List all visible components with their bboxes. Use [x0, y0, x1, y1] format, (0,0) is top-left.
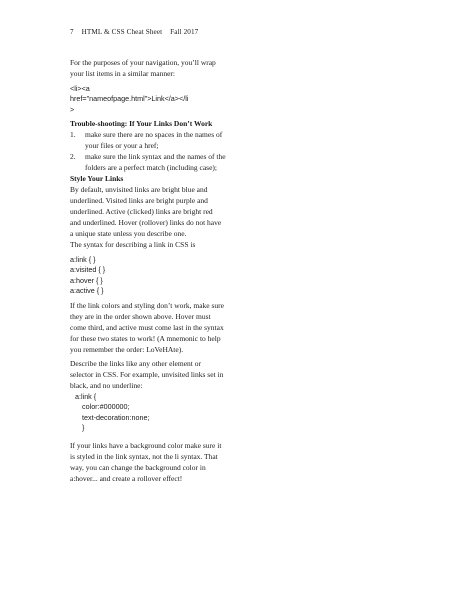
paragraph-line: way, you can change the background color in	[70, 463, 206, 472]
order-note	[70, 300, 370, 355]
list-item-code	[70, 84, 370, 115]
document-title: HTML & CSS Cheat Sheet	[81, 28, 163, 36]
paragraph-line: is styled in the link syntax, not the li syntax. That	[70, 452, 218, 461]
list-item	[70, 151, 370, 173]
paragraph-line: Describe the links like any other element or	[70, 359, 201, 368]
list-number: 2.	[70, 152, 76, 161]
paragraph-line: they are in the order shown above. Hover must	[70, 312, 211, 321]
intro-line: For the purposes of your navigation, you’ll wrap	[70, 58, 216, 67]
paragraph-line: come third, and active must come last in the syntax	[70, 323, 224, 332]
paragraph-line: If your links have a background color make sure it	[70, 441, 222, 450]
section-heading: Style Your Links	[70, 174, 124, 183]
selector-list	[70, 255, 370, 297]
page-header	[70, 28, 204, 36]
selector-line: a:link { }	[70, 255, 96, 264]
paragraph-line: By default, unvisited links are bright blue and	[70, 185, 208, 194]
page-number: 7	[70, 28, 74, 36]
list-text: make sure the link syntax and the names of the	[85, 152, 226, 161]
paragraph-line: you remember the order: LoVeHAte).	[70, 345, 184, 354]
paragraph-line: and underlined. Hover (rollover) links do not have	[70, 218, 222, 227]
list-text: your files or your a href;	[85, 141, 159, 150]
troubleshooting-list	[70, 129, 370, 173]
list-text: make sure there are no spaces in the names of	[85, 130, 223, 139]
selector-line: a:hover { }	[70, 275, 103, 285]
example-code	[70, 392, 370, 434]
intro-line: your list items in a similar manner:	[70, 69, 175, 78]
paragraph-line: underlined. Visited links are bright purple and	[70, 196, 208, 205]
list-text: folders are a perfect match (including case);	[85, 163, 218, 172]
paragraph-line: a unique state unless you describe one.	[70, 229, 187, 238]
paragraph-line: selector in CSS. For example, unvisited links set in	[70, 370, 224, 379]
paragraph-line: black, and no underline:	[70, 381, 143, 390]
troubleshooting-section	[70, 118, 370, 173]
style-links-section	[70, 173, 370, 239]
paragraph-line: for these two states to work! (A mnemonic to help	[70, 334, 221, 343]
paragraph-line: The syntax for describing a link in CSS is	[70, 240, 196, 249]
describe-paragraph	[70, 358, 370, 391]
selector-line: a:visited { }	[70, 265, 106, 275]
paragraph-line: a:hover... and create a rollover effect!	[70, 474, 183, 483]
background-note	[70, 440, 370, 484]
section-heading: Trouble-shooting: If Your Links Don’t Work	[70, 119, 213, 128]
paragraph-line: underlined. Active (clicked) links are bright red	[70, 207, 213, 216]
code-line: href="nameofpage.html">Link</a></li	[70, 94, 189, 104]
code-line: }	[82, 423, 85, 433]
selector-line: a:active { }	[70, 286, 104, 296]
syntax-intro	[70, 239, 370, 250]
code-line: a:link {	[75, 392, 97, 401]
document-term: Fall 2017	[170, 28, 199, 36]
code-line: color:#000000;	[82, 402, 130, 412]
code-line: >	[70, 104, 75, 114]
list-number: 1.	[70, 130, 76, 139]
code-line: <li><a	[70, 84, 90, 93]
intro-paragraph	[70, 57, 370, 79]
paragraph-line: If the link colors and styling don’t work, make sure	[70, 301, 224, 310]
list-item	[70, 129, 370, 151]
code-line: text-decoration:none;	[82, 412, 150, 422]
